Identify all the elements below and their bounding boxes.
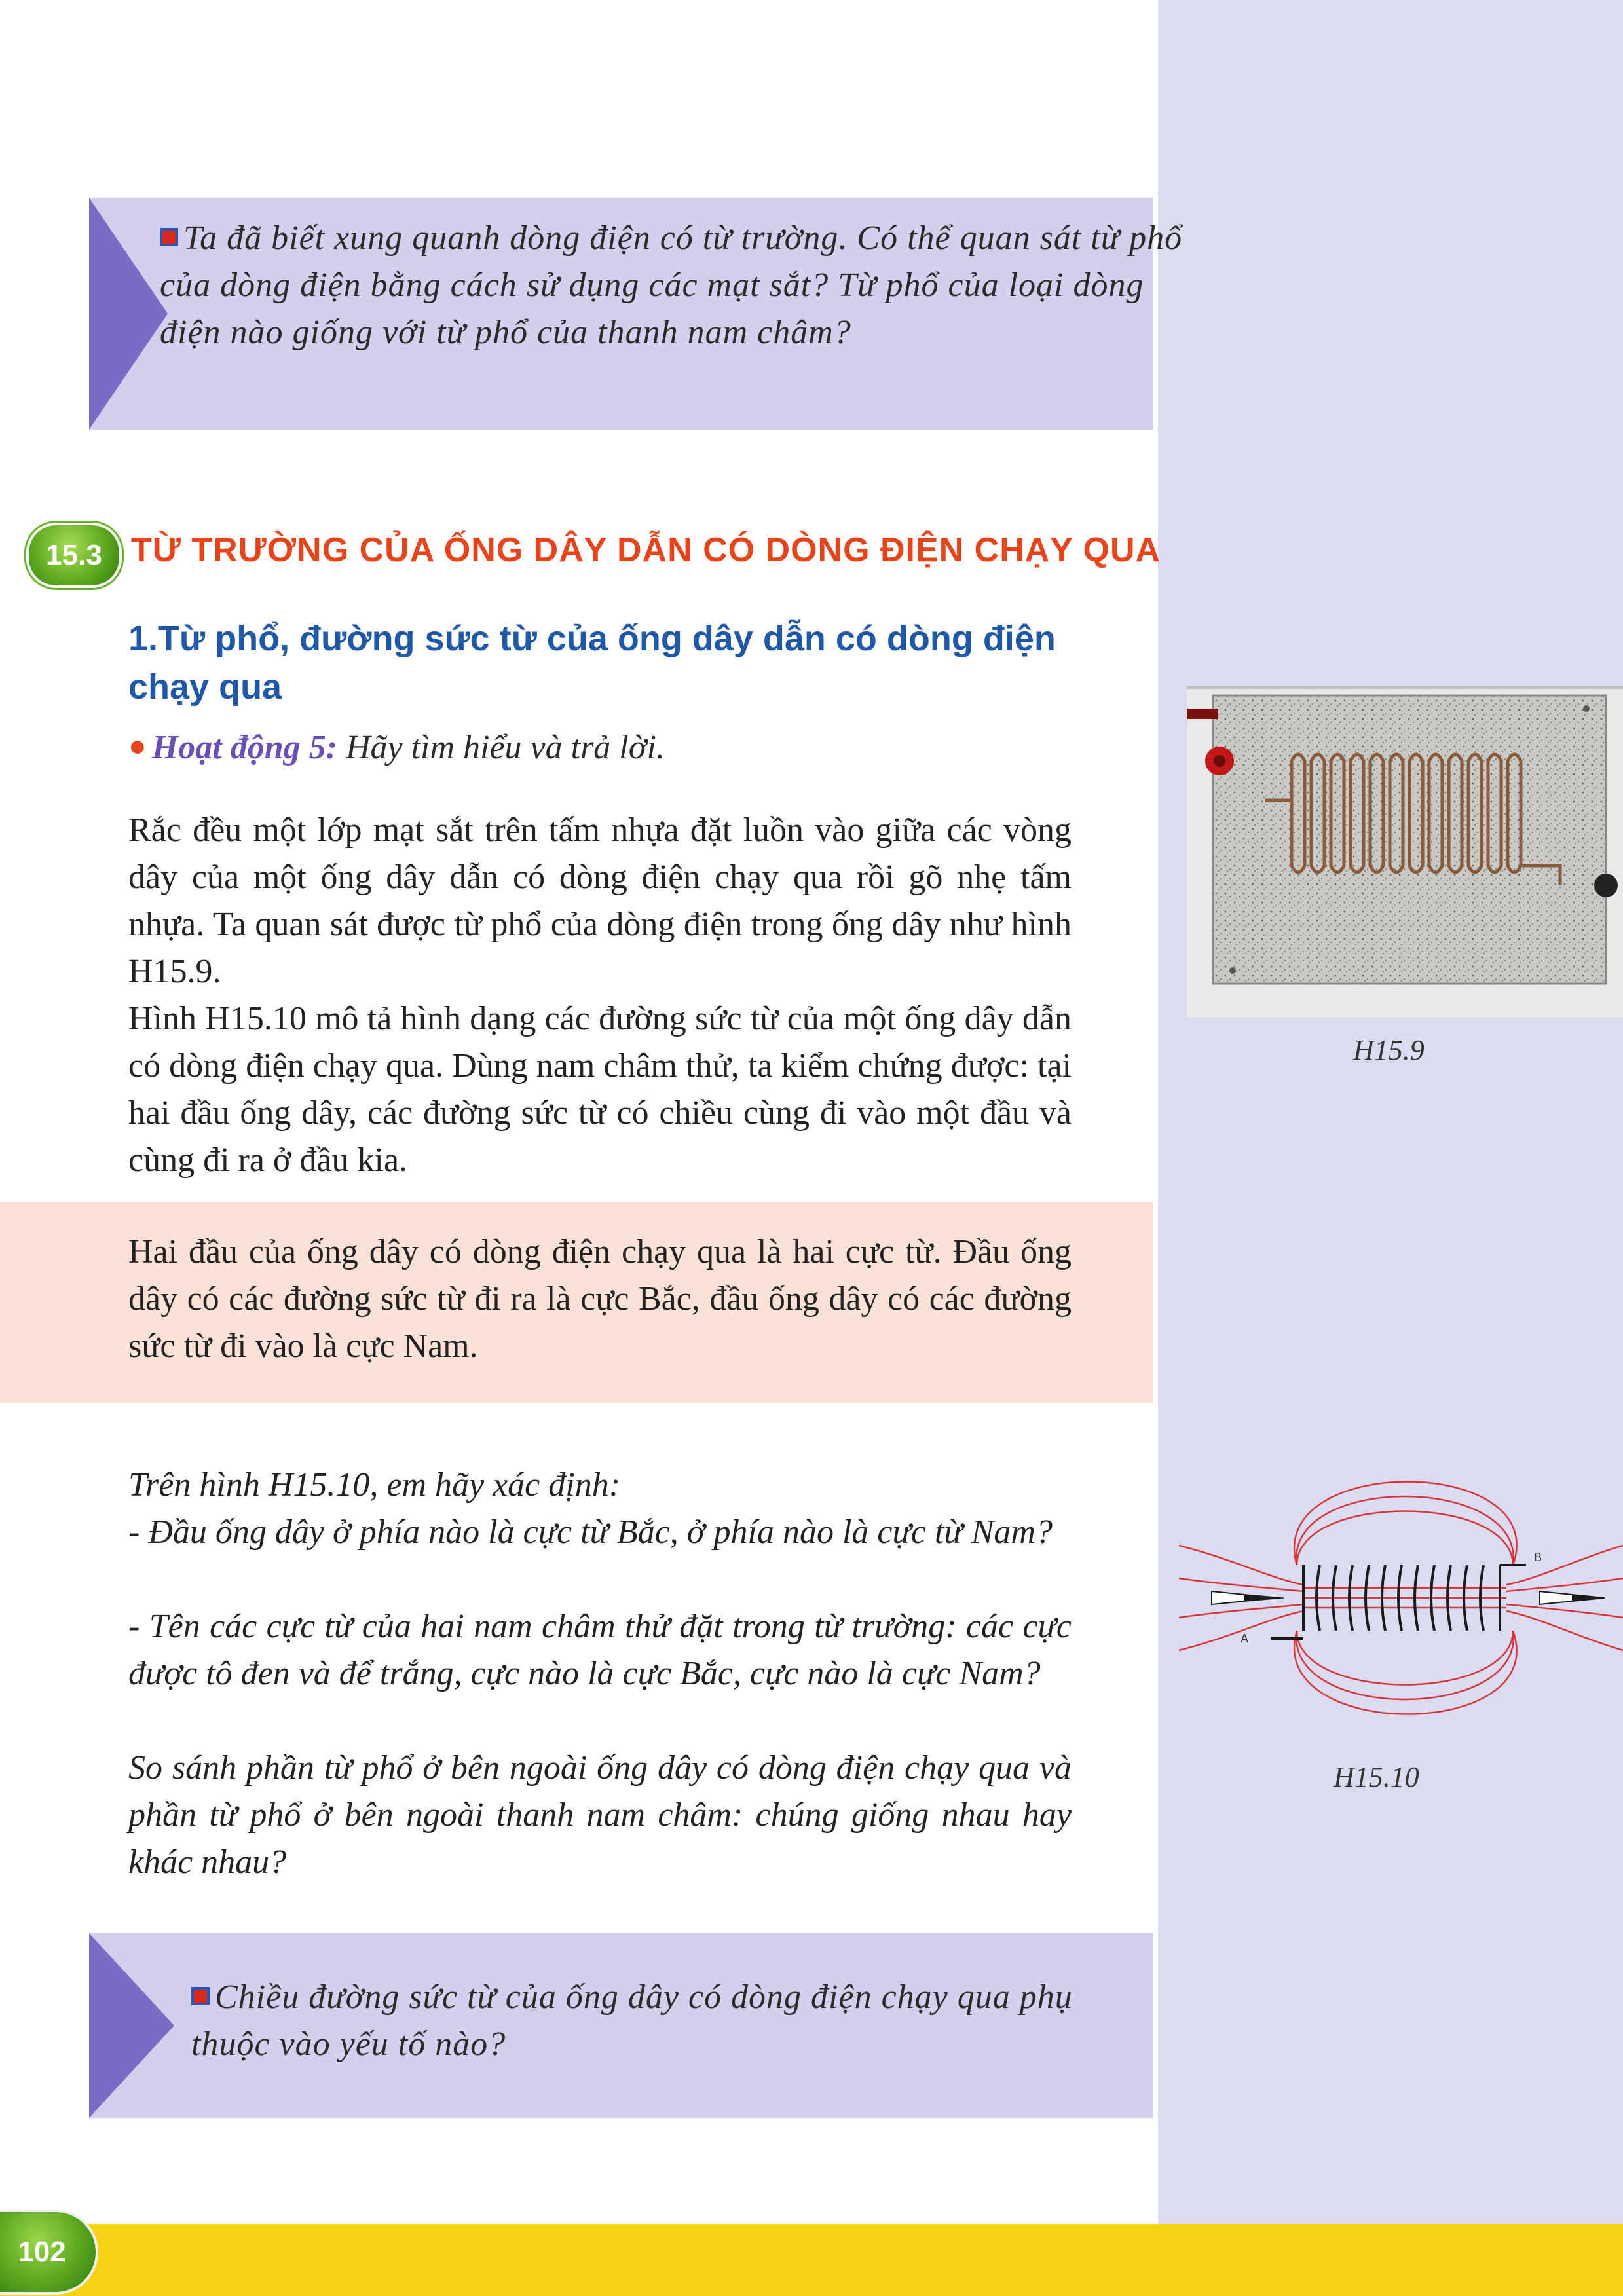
exercise-line-3: - Tên các cực từ của hai nam châm thử đặt trong từ trường: các cực được tô đen và để trắng, cực nào là cực Bắc, cực nào là cực Nam? bbox=[128, 1608, 1072, 1692]
subsection-title: 1.Từ phổ, đường sức từ của ống dây dẫn có dòng điện chạy qua bbox=[128, 619, 1056, 707]
page-number: 102 bbox=[0, 2210, 98, 2295]
question-box-1 bbox=[89, 198, 1183, 430]
figure-h15-9-photo bbox=[1187, 686, 1623, 1018]
section-number-badge: 15.3 bbox=[26, 523, 122, 588]
footer-bar bbox=[0, 2224, 1623, 2296]
label-b: B bbox=[1534, 1551, 1542, 1564]
paragraph-1: Rắc đều một lớp mạt sắt trên tấm nhựa đặt luồn vào giữa các vòng dây của một ống dây dẫn có dòng điện chạy qua rồi gõ nhẹ tấm nhựa. Ta quan sát được từ phổ của dòng điện trong ống dây như hình H15.9. bbox=[128, 811, 1072, 990]
exercise-line-2: - Đầu ống dây ở phía nào là cực từ Bắc, ở phía nào là cực từ Nam? bbox=[128, 1513, 1053, 1551]
figure-h15-10-caption: H15.10 bbox=[1334, 1761, 1419, 1793]
question-text-1: Ta đã biết xung quanh dòng điện có từ trường. Có thể quan sát từ phổ của dòng điện bằng cách sử dụng các mạt sắt? Từ phổ của loại dòng điện nào giống với từ phổ của thanh nam châm? bbox=[160, 219, 1183, 351]
question-icon bbox=[191, 1987, 210, 2005]
activity-line bbox=[128, 728, 665, 767]
bullet-icon: ● bbox=[128, 729, 147, 762]
question-icon bbox=[160, 228, 178, 246]
exercise-line-1: Trên hình H15.10, em hãy xác định: bbox=[128, 1466, 621, 1504]
side-column bbox=[1158, 0, 1623, 2296]
figure-h15-9-caption: H15.9 bbox=[1353, 1034, 1425, 1066]
field-lines-diagram bbox=[1172, 1467, 1623, 1729]
question-text-2: Chiều đường sức từ của ống dây có dòng điện chạy qua phụ thuộc vào yếu tố nào? bbox=[191, 1978, 1073, 2063]
activity-label: Hoạt động 5: bbox=[151, 729, 337, 766]
section-title: TỪ TRƯỜNG CỦA ỐNG DÂY DẪN CÓ DÒNG ĐIỆN CHẠY QUA bbox=[131, 531, 1161, 569]
activity-text: Hãy tìm hiểu và trả lời. bbox=[345, 729, 665, 766]
arrow-marker-icon bbox=[89, 198, 168, 430]
arrow-marker-icon bbox=[89, 1933, 174, 2118]
exercise-line-4: So sánh phần từ phổ ở bên ngoài ống dây có dòng điện chạy qua và phần từ phổ ở bên ngoài thanh nam châm: chúng giống nhau hay khác nhau? bbox=[128, 1749, 1072, 1881]
label-a: A bbox=[1241, 1632, 1249, 1645]
question-box-2 bbox=[89, 1933, 1153, 2118]
figure-h15-10-diagram bbox=[1172, 1467, 1623, 1729]
coil-filings-image bbox=[1187, 689, 1623, 1018]
conclusion-text: Hai đầu của ống dây có dòng điện chạy qua là hai cực từ. Đầu ống dây có các đường sức từ đi ra là cực Bắc, đầu ống dây có các đường sức từ đi vào là cực Nam. bbox=[128, 1233, 1072, 1365]
paragraph-2: Hình H15.10 mô tả hình dạng các đường sức từ của một ống dây dẫn có dòng điện chạy qua. Dùng nam châm thử, ta kiểm chứng được: tại hai đầu ống dây, các đường sức từ có chiều cùng đi vào một đầu và cùng đi ra ở đầu kia. bbox=[128, 1000, 1072, 1179]
